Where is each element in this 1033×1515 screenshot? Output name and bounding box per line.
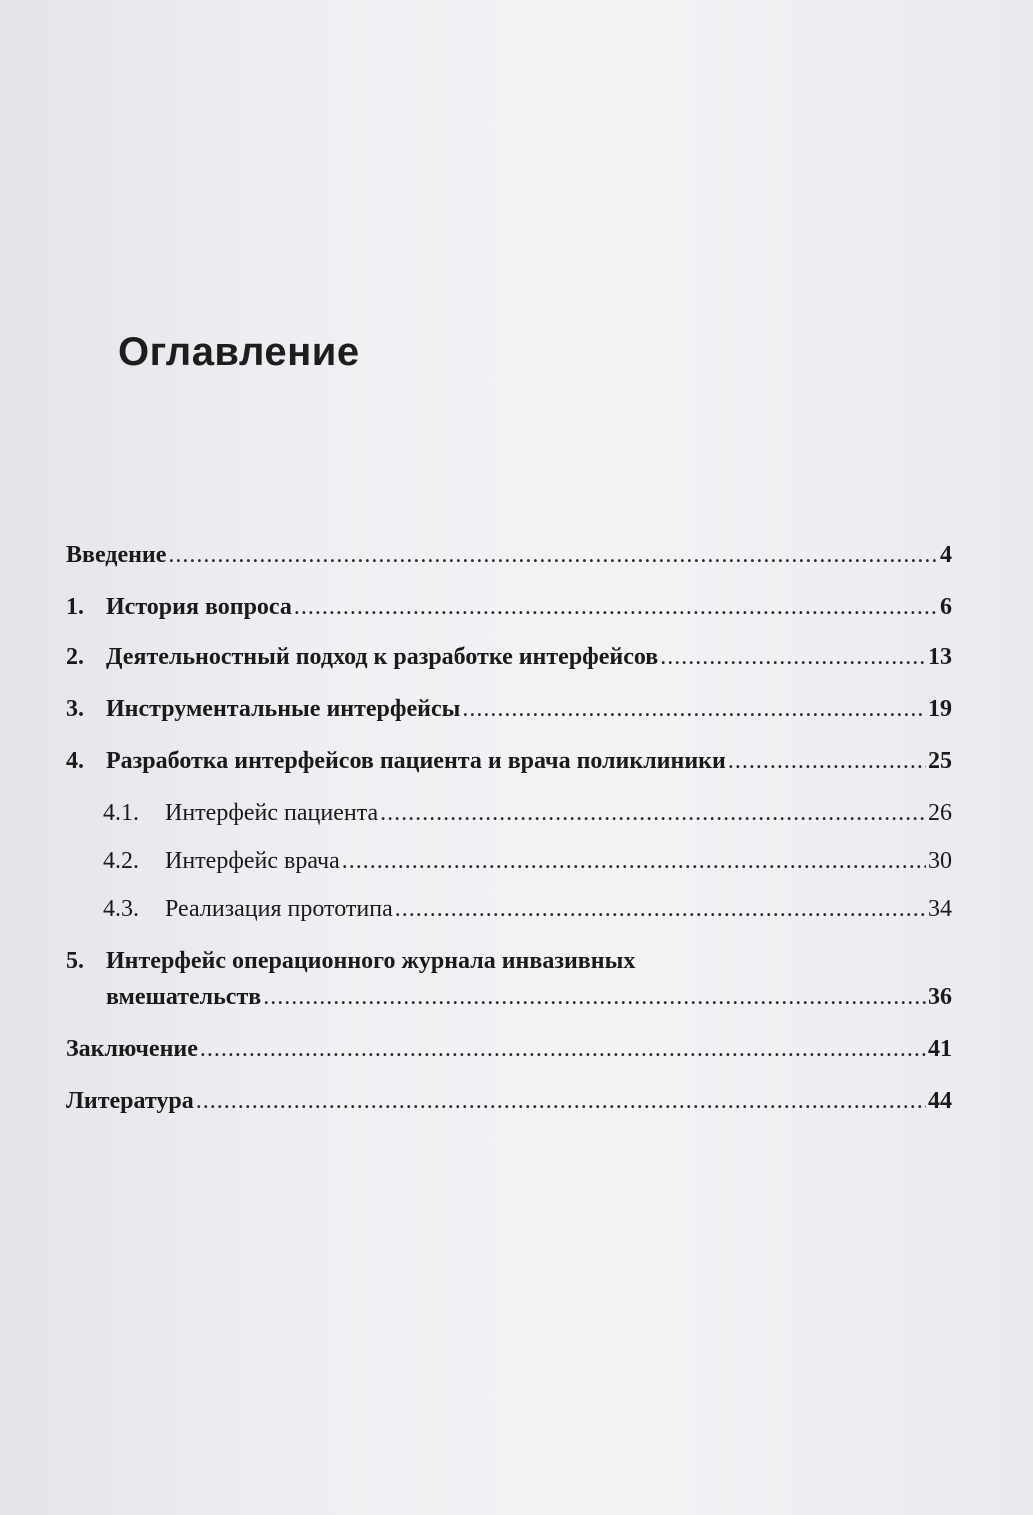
- toc-title: История вопроса: [106, 594, 292, 620]
- toc-title-continued: вмешательств: [106, 984, 262, 1010]
- dot-leader: [395, 892, 926, 926]
- toc-entry-chapter-2: [66, 640, 952, 674]
- toc-number: 4.3.: [103, 896, 139, 922]
- toc-entry-chapter-4: [66, 744, 952, 778]
- toc-entry-conclusion: [66, 1032, 952, 1066]
- toc-entry-chapter-5-line1: [66, 944, 952, 978]
- toc-title: Литература: [66, 1088, 194, 1114]
- dot-leader: [263, 980, 926, 1014]
- toc-page-number: 41: [928, 1036, 952, 1062]
- toc-page-number: 4: [940, 542, 952, 568]
- dot-leader: [200, 1032, 926, 1066]
- toc-number: 2.: [66, 644, 84, 670]
- toc-title: Интерфейс операционного журнала инвазивных: [106, 948, 636, 974]
- toc-entry-chapter-3: [66, 692, 952, 726]
- page-title: Оглавление: [118, 330, 360, 374]
- dot-leader: [294, 590, 938, 624]
- toc-title: Введение: [66, 542, 167, 568]
- toc-entry-section-4-3: [103, 892, 952, 926]
- dot-leader: [380, 796, 926, 830]
- toc-entry-intro: [66, 538, 952, 572]
- dot-leader: [660, 640, 926, 674]
- toc-page-number: 34: [928, 896, 952, 922]
- toc-title: Разработка интерфейсов пациента и врача поликлиники: [106, 748, 726, 774]
- toc-page-number: 25: [928, 748, 952, 774]
- toc-page-number: 26: [928, 800, 952, 826]
- toc-title: Инструментальные интерфейсы: [106, 696, 461, 722]
- toc-page-number: 36: [928, 984, 952, 1010]
- toc-number: 1.: [66, 594, 84, 620]
- toc-entry-section-4-2: [103, 844, 952, 878]
- toc-title: Реализация прототипа: [165, 896, 393, 922]
- toc-page-number: 44: [928, 1088, 952, 1114]
- toc-entry-references: [66, 1084, 952, 1118]
- toc-entry-section-4-1: [103, 796, 952, 830]
- toc-page-number: 6: [940, 594, 952, 620]
- toc-entry-chapter-1: [66, 590, 952, 624]
- toc-page-number: 19: [928, 696, 952, 722]
- toc-number: 5.: [66, 948, 84, 974]
- dot-leader: [728, 744, 926, 778]
- toc-number: 4.2.: [103, 848, 139, 874]
- dot-leader: [196, 1084, 926, 1118]
- dot-leader: [168, 538, 938, 572]
- toc-page-number: 13: [928, 644, 952, 670]
- toc-page-number: 30: [928, 848, 952, 874]
- toc-number: 4.: [66, 748, 84, 774]
- toc-entry-chapter-5-line2: [106, 980, 952, 1014]
- toc-title: Интерфейс врача: [165, 848, 340, 874]
- toc-number: 3.: [66, 696, 84, 722]
- dot-leader: [342, 844, 926, 878]
- dot-leader: [462, 692, 926, 726]
- toc-number: 4.1.: [103, 800, 139, 826]
- toc-title: Деятельностный подход к разработке интерфейсов: [106, 644, 659, 670]
- toc-title: Интерфейс пациента: [165, 800, 379, 826]
- toc-title: Заключение: [66, 1036, 198, 1062]
